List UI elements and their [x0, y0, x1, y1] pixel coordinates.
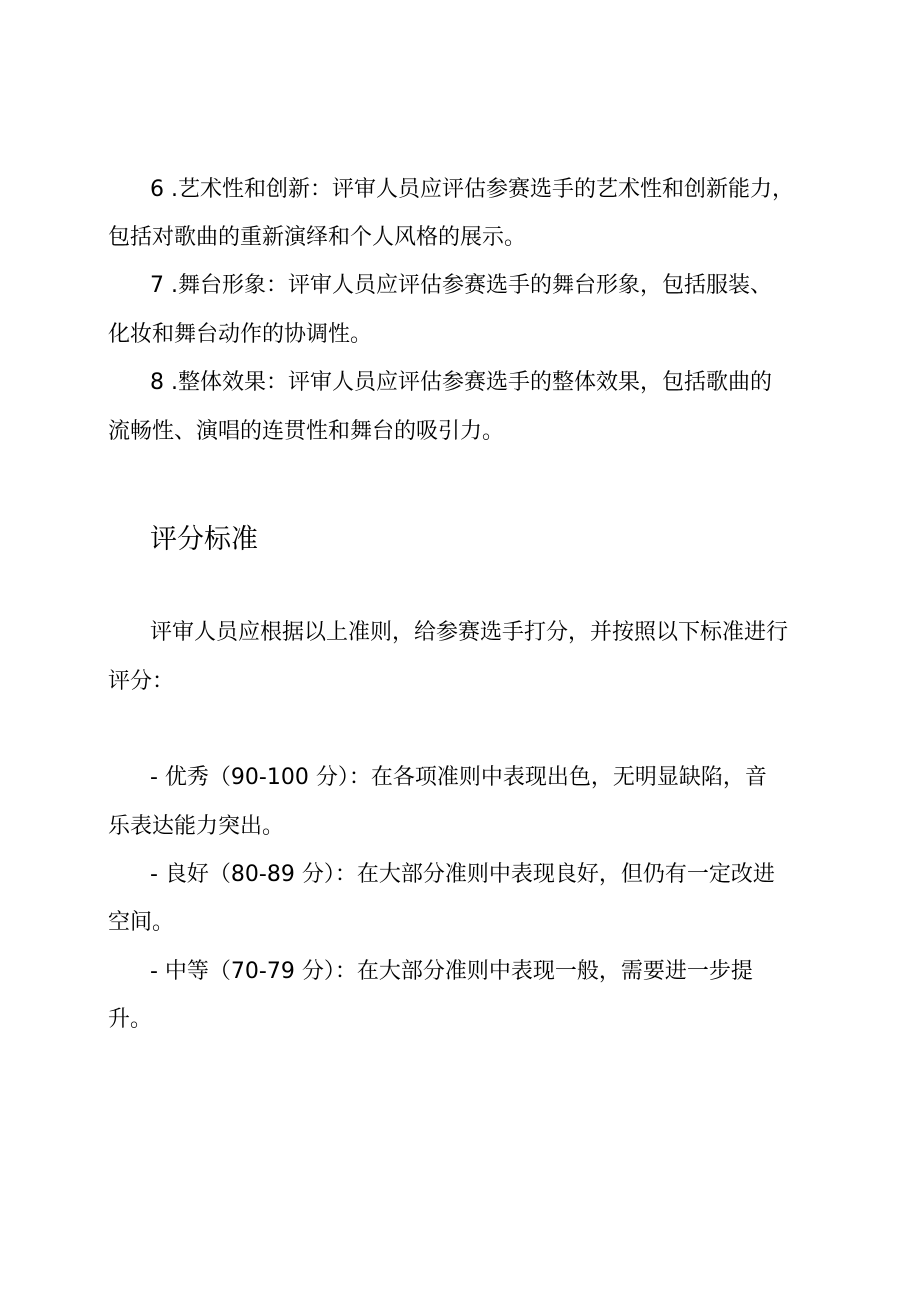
criterion-8-line-1: 8 .整体效果：评审人员应评估参赛选手的整体效果，包括歌曲的: [150, 370, 772, 395]
grade-excellent-line-2: 乐表达能力突出。: [108, 814, 285, 839]
criterion-6-line-1: 6 .艺术性和创新：评审人员应评估参赛选手的艺术性和创新能力，: [150, 177, 794, 202]
criterion-7-line-1: 7 .舞台形象：评审人员应评估参赛选手的舞台形象，包括服装、: [150, 273, 772, 298]
criterion-8-line-2: 流畅性、演唱的连贯性和舞台的吸引力。: [108, 419, 505, 444]
criterion-6-line-2: 包括对歌曲的重新演绎和个人风格的展示。: [108, 225, 527, 250]
grade-average-line-2: 升。: [108, 1007, 153, 1032]
grade-good-line-1: - 良好（80-89 分）：在大部分准则中表现良好，但仍有一定改进: [150, 862, 775, 887]
section-heading: 评分标准: [150, 524, 258, 555]
scoring-intro-line-2: 评分：: [108, 669, 175, 694]
criterion-7-line-2: 化妆和舞台动作的协调性。: [108, 322, 373, 347]
grade-good-line-2: 空间。: [108, 910, 175, 935]
grade-average-line-1: - 中等（70-79 分）：在大部分准则中表现一般，需要进一步提: [150, 959, 753, 984]
grade-excellent-line-1: - 优秀（90-100 分）：在各项准则中表现出色，无明显缺陷，音: [150, 765, 767, 790]
scoring-intro-line-1: 评审人员应根据以上准则，给参赛选手打分，并按照以下标准进行: [150, 620, 789, 645]
